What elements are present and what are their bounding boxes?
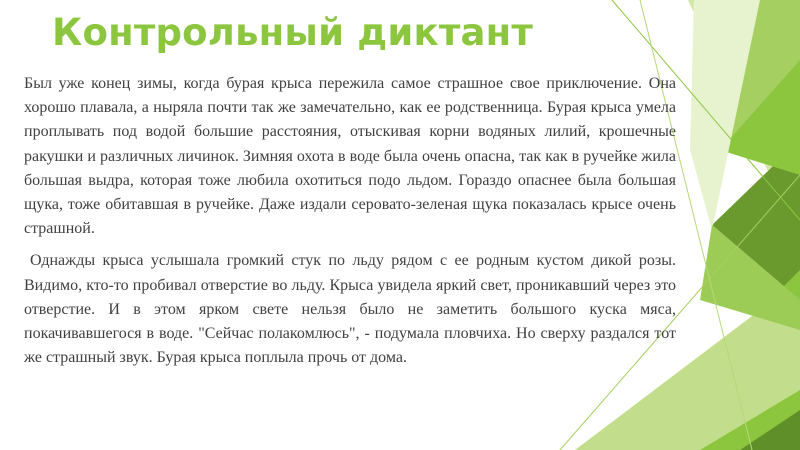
dictation-text [24,72,676,370]
paragraph-1: Был уже конец зимы, когда бурая крыса пережила самое страшное свое приключение. Она хорошо плавала, а ныряла почти так же замечательно, как ее родственница. Бурая крыса умела проплывать под водой большие расстояния, отыскивая корни водяных лилий, крошечные ракушки и различных личинок. Зимняя охота в воде была очень опасна, так как в ручейке жила большая выдра, которая тоже любила охотиться подо льдом. Гораздо опаснее была большая щука, тоже обитавшая в ручейке. Даже издали серовато-зеленая щука показалась крысе очень страшной. [24,75,676,238]
paragraph-2: Однажды крыса услышала громкий стук по льду рядом с ее родным кустом дикой розы. Видимо, кто-то пробивал отверстие во льду. Крыса увидела яркий свет, проникавший через это отверстие. И в этом ярком свете нельзя было не заметить большого куска мяса, покачивавшегося в воде. "Сейчас полакомлюсь", - подумала пловчиха. Но сверху раздался тот же страшный звук. Бурая крыса поплыла прочь от дома. [24,252,676,367]
slide-title: Контрольный диктант [52,11,534,54]
